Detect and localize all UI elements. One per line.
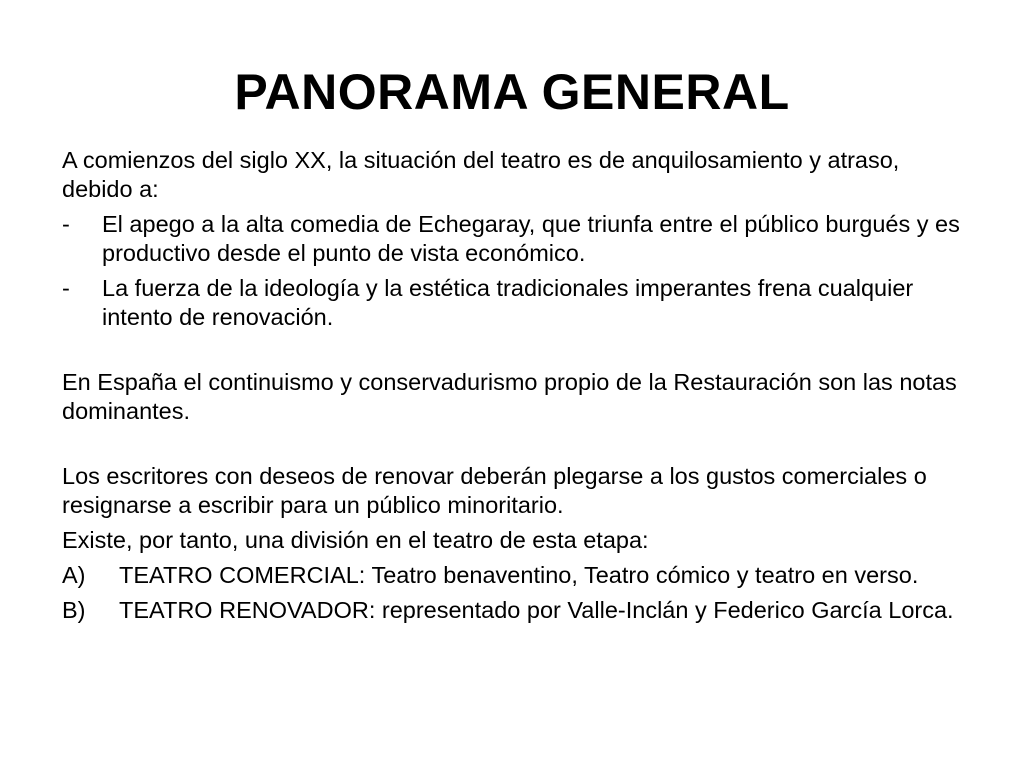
division-text: TEATRO COMERCIAL: Teatro benaventino, Teatro cómico y teatro en verso. bbox=[119, 562, 919, 588]
slide-body bbox=[62, 146, 972, 625]
slide-title: PANORAMA GENERAL bbox=[234, 64, 790, 120]
cause-item bbox=[62, 210, 972, 268]
letter-marker: A) bbox=[62, 562, 86, 588]
cause-text: La fuerza de la ideología y la estética tradicionales imperantes frena cualquier intento de renovación. bbox=[102, 275, 914, 330]
cause-item bbox=[62, 274, 972, 332]
division-item bbox=[62, 561, 972, 590]
division-paragraph: Existe, por tanto, una división en el teatro de esta etapa: bbox=[62, 527, 649, 553]
intro-paragraph: A comienzos del siglo XX, la situación del teatro es de anquilosamiento y atraso, debido a: bbox=[62, 147, 900, 202]
cause-text: El apego a la alta comedia de Echegaray, que triunfa entre el público burgués y es productivo desde el punto de vista económico. bbox=[102, 211, 960, 266]
letter-marker: B) bbox=[62, 597, 86, 623]
dash-marker: - bbox=[62, 211, 70, 237]
spain-paragraph: En España el continuismo y conservadurismo propio de la Restauración son las notas dominantes. bbox=[62, 369, 957, 424]
writers-paragraph: Los escritores con deseos de renovar deberán plegarse a los gustos comerciales o resignarse a escribir para un público minoritario. bbox=[62, 463, 927, 518]
division-text: TEATRO RENOVADOR: representado por Valle-Inclán y Federico García Lorca. bbox=[119, 597, 954, 623]
dash-marker: - bbox=[62, 275, 70, 301]
division-item bbox=[62, 596, 972, 625]
